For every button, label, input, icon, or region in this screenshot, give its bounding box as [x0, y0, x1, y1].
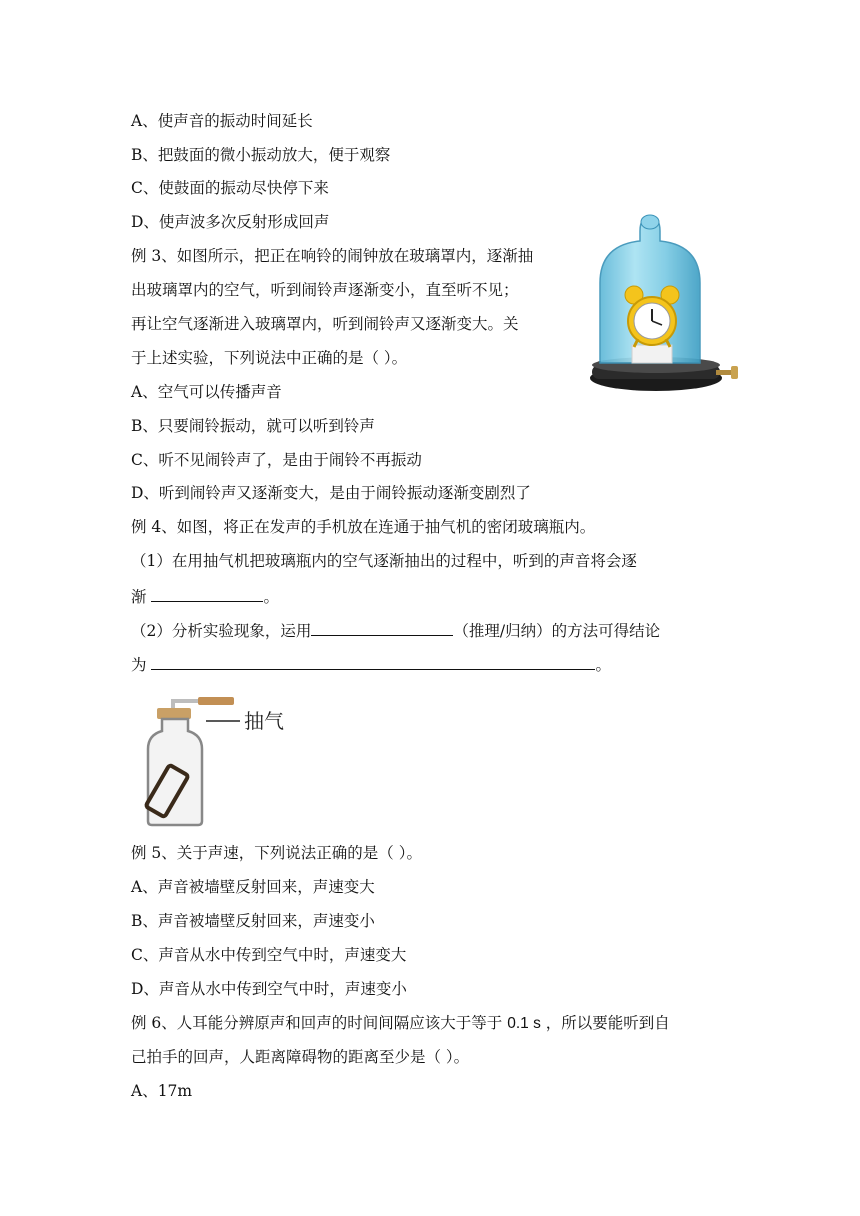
question-1-prefix: 渐 — [131, 588, 152, 606]
example-3-line-4: 于上述实验，下列说法中正确的是（ ）。 — [131, 349, 408, 367]
option-b-3: B、只要闹铃振动，就可以听到铃声 — [131, 417, 375, 435]
pump-tube — [173, 701, 200, 709]
example-4: 例 4、如图，将正在发声的手机放在连通于抽气机的密闭玻璃瓶内。 — [131, 518, 596, 536]
question-1-suffix: 。 — [263, 588, 279, 606]
bottle-phone-figure — [140, 695, 310, 827]
bell-jar-alarm-clock-figure — [588, 213, 748, 398]
option-d-3: D、听到闹铃声又逐渐变大，是由于闹铃振动逐渐变剧烈了 — [131, 484, 531, 502]
bottle-body — [148, 719, 202, 825]
question-2-suffix: （推理/归纳）的方法可得结论 — [453, 622, 661, 640]
answer-blank-3[interactable] — [151, 653, 595, 670]
pump-label: 抽气 — [244, 709, 284, 733]
option-d-1: D、使声波多次反射形成回声 — [131, 213, 330, 231]
question-2-conclusion-suffix: 。 — [595, 656, 611, 674]
bottle-cork — [157, 708, 191, 719]
option-a-1: A、使声音的振动时间延长 — [131, 112, 313, 130]
option-a-6: A、17m — [131, 1082, 193, 1100]
option-b-1: B、把鼓面的微小振动放大，便于观察 — [131, 146, 391, 164]
question-1-line-2 — [131, 585, 279, 607]
option-d-5: D、声音从水中传到空气中时，声速变小 — [131, 980, 407, 998]
question-2-prefix: （2）分析实验现象，运用 — [131, 622, 312, 640]
question-1-line-1: （1）在用抽气机把玻璃瓶内的空气逐渐抽出的过程中，听到的声音将会逐 — [131, 552, 637, 570]
question-2-conclusion-prefix: 为 — [131, 656, 152, 674]
option-a-3: A、空气可以传播声音 — [131, 383, 282, 401]
option-b-5: B、声音被墙壁反射回来，声速变小 — [131, 912, 375, 930]
example-6-value: 0.1 s — [507, 1015, 541, 1032]
question-2-line-2 — [131, 653, 611, 675]
example-3-line-2: 出玻璃罩内的空气，听到闹铃声逐渐变小，直至听不见； — [131, 281, 519, 299]
example-6-prefix: 例 6、人耳能分辨原声和回声的时间间隔应该大于等于 — [131, 1014, 508, 1032]
option-c-5: C、声音从水中传到空气中时，声速变大 — [131, 946, 407, 964]
clock-stand — [632, 345, 672, 363]
valve-tip — [731, 366, 738, 379]
answer-blank-1[interactable] — [151, 585, 263, 602]
option-a-5: A、声音被墙壁反射回来，声速变大 — [131, 878, 375, 896]
answer-blank-2[interactable] — [311, 619, 453, 636]
example-3-line-3: 再让空气逐渐进入玻璃罩内，听到闹铃声又逐渐变大。关 — [131, 315, 519, 333]
option-c-3: C、听不见闹铃声了，是由于闹铃不再振动 — [131, 451, 422, 469]
example-6-suffix: ，所以要能听到自 — [540, 1014, 670, 1032]
example-6-line-1 — [131, 1013, 670, 1034]
example-6-line-2: 己拍手的回声，人距离障碍物的距离至少是（ ）。 — [131, 1048, 470, 1066]
example-5: 例 5、关于声速，下列说法正确的是（ ）。 — [131, 844, 422, 862]
option-c-1: C、使鼓面的振动尽快停下来 — [131, 179, 329, 197]
pump-tube-end — [198, 697, 234, 705]
glass-knob — [641, 215, 659, 229]
question-2-line-1 — [131, 619, 660, 641]
example-3-line-1: 例 3、如图所示，把正在响铃的闹钟放在玻璃罩内，逐渐抽 — [131, 247, 534, 265]
